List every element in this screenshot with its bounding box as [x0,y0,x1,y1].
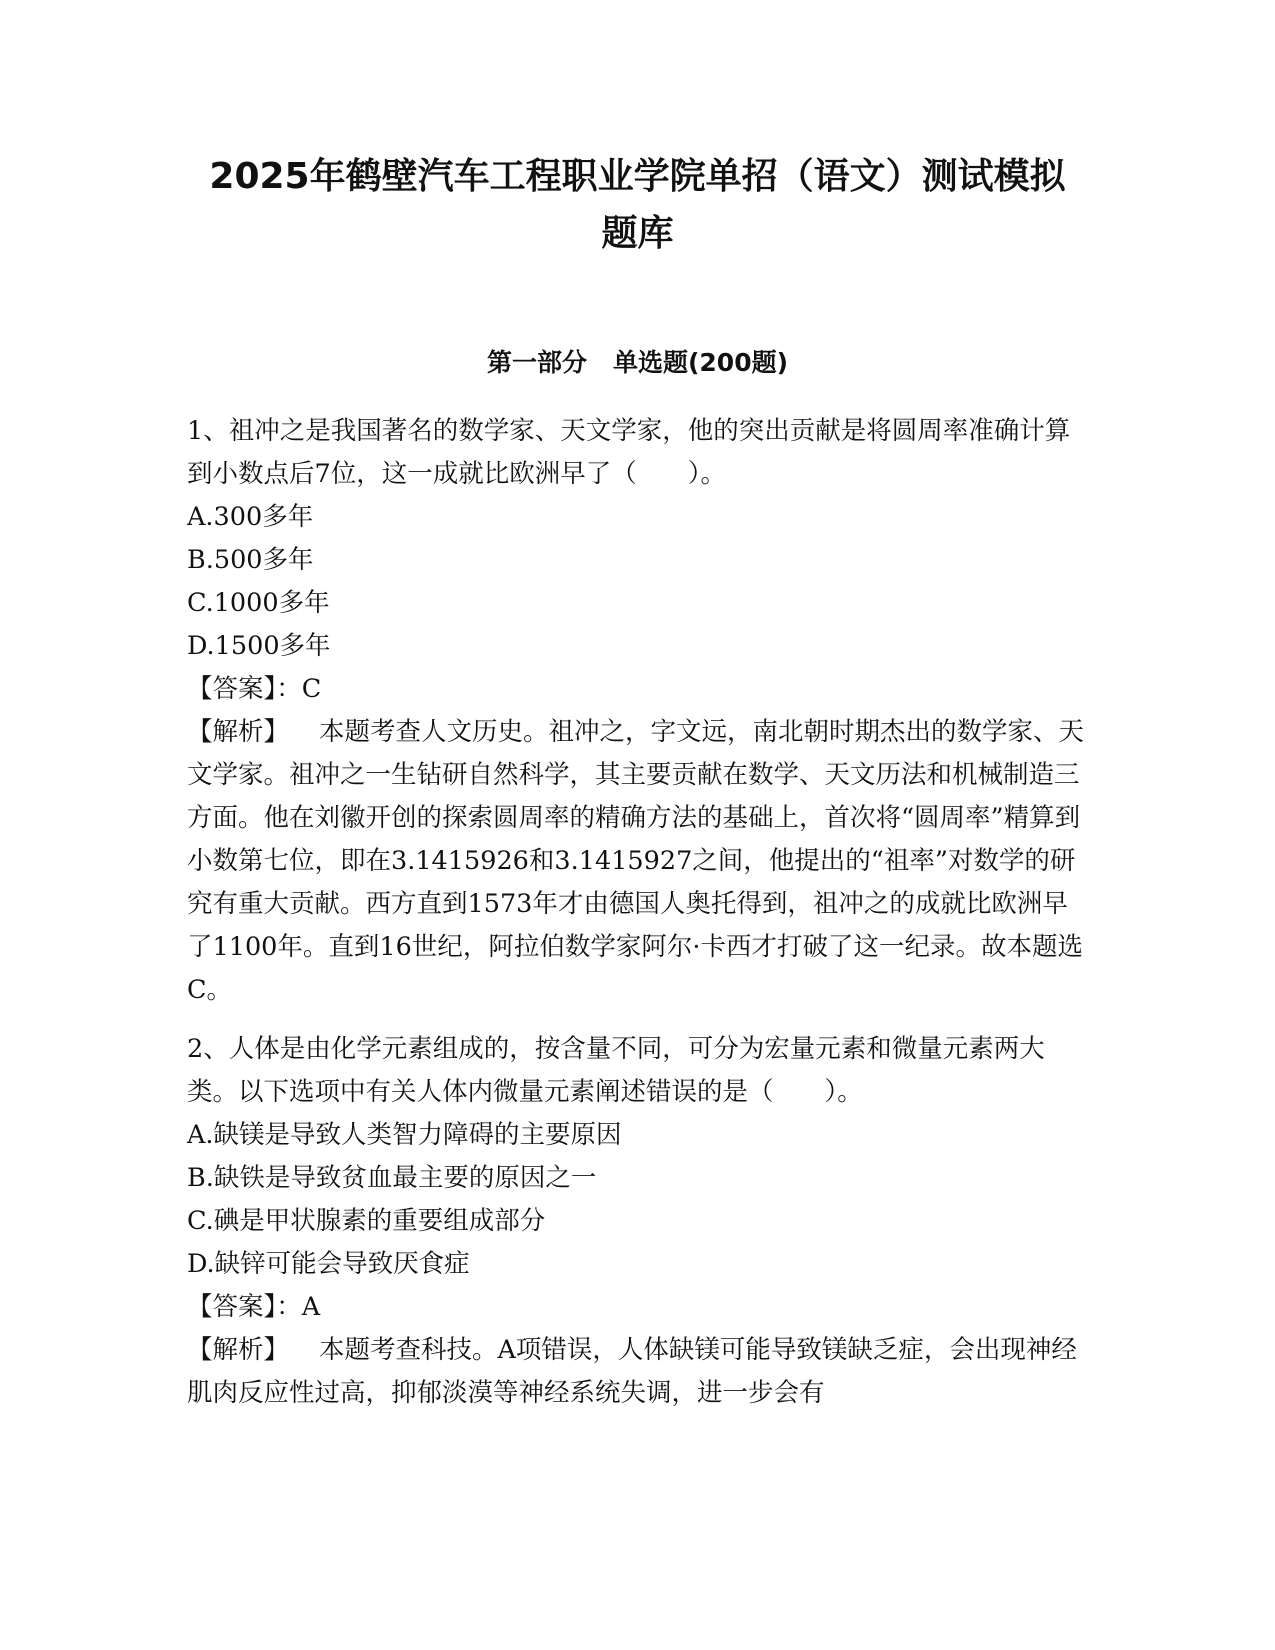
option-b: B.缺铁是导致贫血最主要的原因之一 [187,1163,597,1193]
answer-label: 【答案】： [187,674,302,704]
question-item [187,1028,1087,1415]
answer-value: A [301,1292,321,1322]
option-a: A.缺镁是导致人类智力障碍的主要原因 [187,1120,622,1150]
question-stem: 2、人体是由化学元素组成的，按含量不同，可分为宏量元素和微量元素两大类。以下选项中有关人体内微量元素阐述错误的是（ ）。 [187,1034,1045,1107]
document-title-line2: 题库 [601,213,674,254]
option-a: A.300多年 [187,502,314,532]
option-d: D.缺锌可能会导致厌食症 [187,1249,470,1279]
section-heading [150,346,1125,380]
section-name: 单选题(200题) [612,348,789,377]
analysis-text: 本题考查人文历史。祖冲之，字文远，南北朝时期杰出的数学家、天文学家。祖冲之一生钻研自然科学，其主要贡献在数学、天文历法和机械制造三方面。他在刘徽开创的探索圆周率的精确方法的基础上，首次将“圆周率”精算到小数第七位，即在3.1415926和3.1415927之间，他提出的“祖率”对数学的研究有重大贡献。西方直到1573年才由德国人奥托得到，祖冲之的成就比欧洲早了1100年。直到16世纪，阿拉伯数学家阿尔·卡西才打破了这一纪录。故本题选C。 [187,717,1085,1005]
analysis-label: 【解析】 [187,1335,290,1365]
answer-line [187,668,1087,711]
answer-line [187,1286,1087,1329]
option-b: B.500多年 [187,545,314,575]
answer-value: C [301,674,322,704]
option-c: C.碘是甲状腺素的重要组成部分 [187,1206,546,1236]
analysis-text: 本题考查科技。A项错误，人体缺镁可能导致镁缺乏症，会出现神经肌肉反应性过高，抑郁淡漠等神经系统失调，进一步会有 [187,1335,1077,1408]
analysis-label: 【解析】 [187,717,290,747]
document-title-line1: 2025年鹤壁汽车工程职业学院单招（语文）测试模拟 [209,156,1066,197]
section-part: 第一部分 [486,348,587,377]
document-title [150,148,1125,262]
answer-label: 【答案】： [187,1292,302,1322]
option-c: C.1000多年 [187,588,330,618]
question-stem: 1、祖冲之是我国著名的数学家、天文学家，他的突出贡献是将圆周率准确计算到小数点后7位，这一成就比欧洲早了（ ）。 [187,416,1071,489]
analysis-block [187,711,1087,1012]
question-list [187,410,1087,1431]
option-d: D.1500多年 [187,631,331,661]
analysis-block [187,1329,1087,1415]
question-item [187,410,1087,1012]
